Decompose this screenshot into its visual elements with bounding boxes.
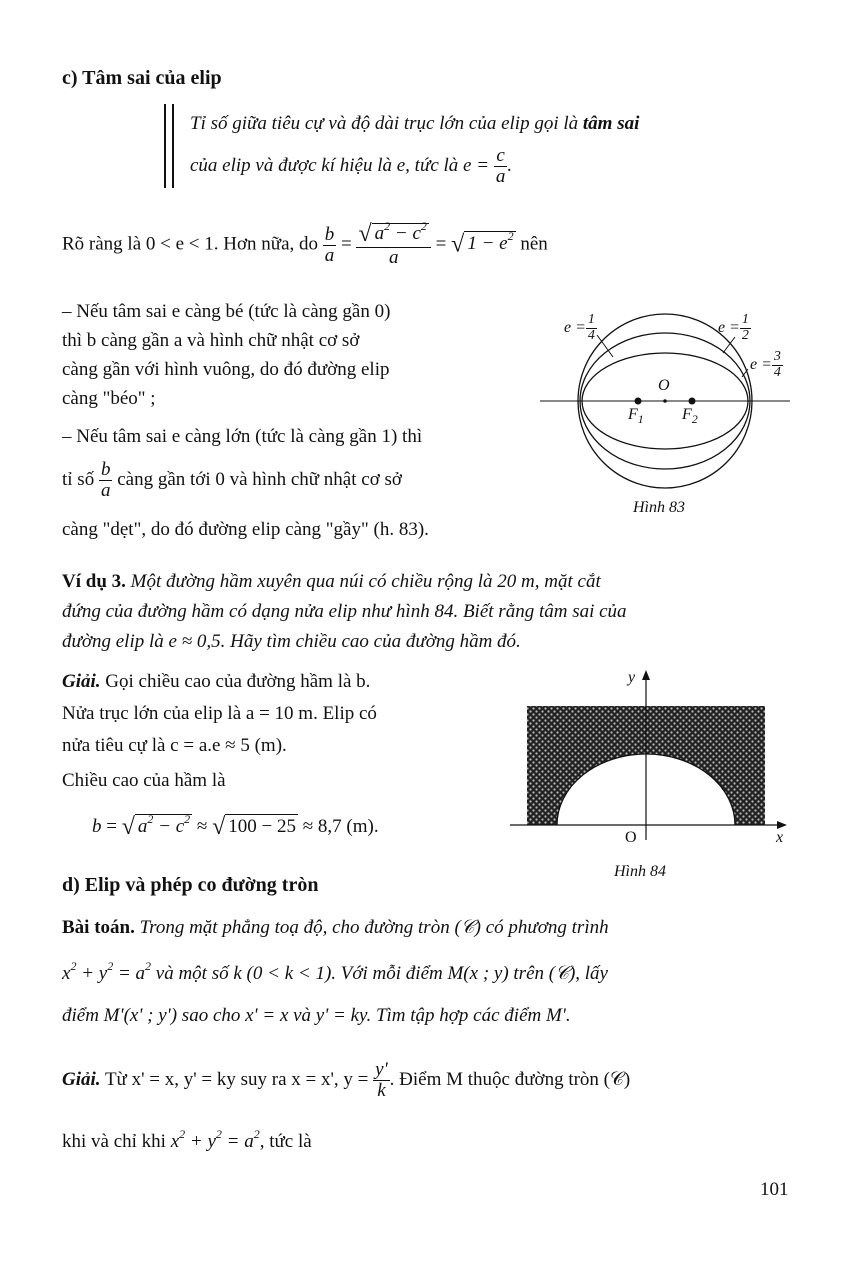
problem-line3: điểm M'(x' ; y') sao cho x' = x và y' = ky. Tìm tập hợp các điểm M'. [62, 1005, 571, 1026]
example3-line1: Ví dụ 3. Một đường hầm xuyên qua núi có chiều rộng là 20 m, mặt cắt [62, 571, 601, 592]
definition-line-1: Tỉ số giữa tiêu cự và độ dài trục lớn của elip gọi là tâm sai [190, 113, 640, 134]
fig83-focus-f2 [689, 398, 696, 405]
bullet1-line3: càng gần với hình vuông, do đó đường elip [62, 359, 390, 380]
definition-bar-right [172, 104, 174, 188]
fig83-label-threequarter: e = $\frac{3}{4}$ [750, 349, 781, 380]
section-c-heading: c) Tâm sai của elip [62, 67, 222, 89]
fig84-y-arrow [642, 670, 650, 680]
bullet2-line2: tỉ số $\frac{b}{a}$ càng gần tới 0 và hình chữ nhật cơ sở [62, 459, 402, 501]
problem-line2: $x^2 + y^2 = a^2$ và một số k (0 < k < 1). Với mỗi điểm M(x ; y) trên (𝒞), lấy [62, 959, 608, 984]
problem-line1: Bài toán. Trong mặt phẳng toạ độ, cho đường tròn (𝒞) có phương trình [62, 917, 609, 938]
fig84-origin: O [625, 829, 637, 846]
fig84-x-label: x [776, 829, 784, 846]
section-d-heading: d) Elip và phép co đường tròn [62, 874, 319, 896]
sol-d-label: Giải. [62, 1068, 101, 1090]
fig83-caption: Hình 83 [633, 499, 685, 516]
fig83-origin: O [658, 377, 670, 394]
solution-line3: nửa tiêu cự là c = a.e ≈ 5 (m). [62, 735, 287, 756]
sol-d-line1: Giải. Từ x' = x, y' = ky suy ra x = x', y = $\frac{y'}{k}$ . Điểm M thuộc đường tròn (𝒞) [62, 1059, 631, 1101]
bullet1-line2: thì b càng gần a và hình chữ nhật cơ sở [62, 330, 360, 351]
definition-bar-left [164, 104, 166, 188]
bullet2-line1: – Nếu tâm sai e càng lớn (tức là càng gần 1) thì [62, 426, 423, 447]
example3-line2: đứng của đường hầm có dạng nửa elip như hình 84. Biết rằng tâm sai của [62, 601, 627, 622]
bullet2-line3: càng "dẹt", do đó đường elip càng "gầy" (h. 83). [62, 519, 429, 540]
fig84-y-label: y [628, 669, 636, 686]
figure-84 [505, 668, 795, 848]
solution-line4: Chiều cao của hầm là [62, 770, 226, 791]
solution-label: Giải. [62, 671, 101, 692]
example3-line3: đường elip là e ≈ 0,5. Hãy tìm chiều cao của đường hầm đó. [62, 631, 521, 652]
bullet1-line4: càng "béo" ; [62, 388, 156, 409]
sol-d-line2: khi và chỉ khi $x^2 + y^2 = a^2$, tức là [62, 1127, 312, 1152]
bullet1-line1: – Nếu tâm sai e càng bé (tức là càng gần 0) [62, 301, 391, 322]
example3-title: Ví dụ 3. [62, 571, 126, 592]
eccentricity-formula: e = $\frac{c}{a}$ . [463, 145, 513, 187]
problem-label: Bài toán. [62, 917, 135, 938]
definition-line-2: của elip và được kí hiệu là e, tức là e = $\frac{c}{a}$ . [190, 145, 513, 187]
definition-term: tâm sai [582, 113, 640, 134]
fig83-f1-label: $F_1$ [628, 406, 644, 427]
solution-line2: Nửa trục lớn của elip là a = 10 m. Elip có [62, 703, 377, 724]
solution-line1: Giải. Gọi chiều cao của đường hầm là b. [62, 671, 371, 692]
fig83-label-half: e = $\frac{1}{2}$ [718, 312, 749, 343]
fig83-focus-f1 [635, 398, 642, 405]
fig84-caption: Hình 84 [614, 863, 666, 880]
fig83-origin-dot [663, 399, 667, 403]
fig83-f2-label: $F_2$ [682, 406, 698, 427]
clear-line: Rõ ràng là 0 < e < 1. Hơn nữa, do $\frac{b}{a}$ = $\frac{√ a^2 - c^2}{a}$ = √ $1 - e^2$ nên [62, 219, 548, 269]
fig83-label-quarter: e = $\frac{1}{4}$ [564, 312, 595, 343]
solution-formula: b = √ $a^2 - c^2$ ≈ √ 100 − 25 ≈ 8,7 (m). [92, 812, 379, 840]
page-number: 101 [760, 1179, 789, 1200]
